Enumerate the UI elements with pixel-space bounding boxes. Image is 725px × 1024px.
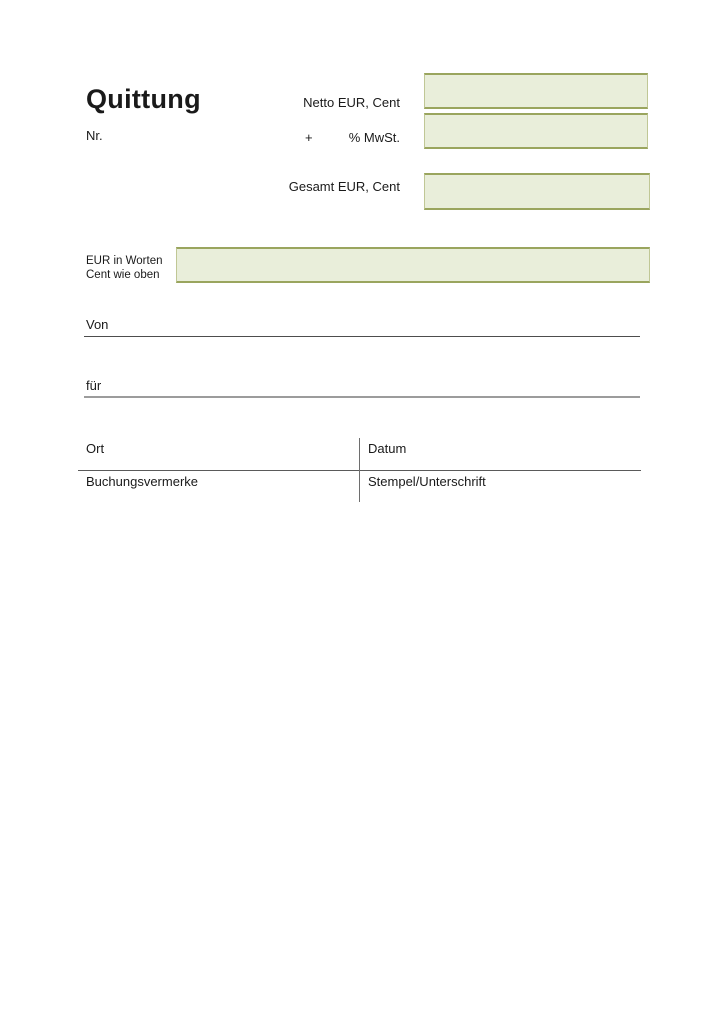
netto-amount-field[interactable] xyxy=(424,73,648,109)
netto-label: Netto EUR, Cent xyxy=(303,95,400,110)
von-label: Von xyxy=(86,317,109,332)
bottom-section-vertical-divider xyxy=(359,438,360,502)
eur-in-worten-label xyxy=(86,254,162,282)
mwst-amount-field[interactable] xyxy=(424,113,648,149)
gesamt-amount-field[interactable] xyxy=(424,173,650,210)
datum-label: Datum xyxy=(368,441,407,456)
mwst-label: % MwSt. xyxy=(348,130,400,145)
eur-in-worten-field[interactable] xyxy=(176,247,650,283)
nr-label: Nr. xyxy=(86,128,103,143)
buchungsvermerke-label: Buchungsvermerke xyxy=(86,474,198,489)
fuer-write-line[interactable] xyxy=(84,396,640,398)
ort-label: Ort xyxy=(86,441,105,456)
form-title: Quittung xyxy=(86,84,201,114)
eur-in-worten-label-line2: Cent wie oben xyxy=(86,269,160,281)
plus-sign-label: + xyxy=(305,130,313,145)
eur-in-worten-label-line1: EUR in Worten xyxy=(86,255,163,267)
stempel-unterschrift-label: Stempel/Unterschrift xyxy=(368,474,486,489)
von-write-line[interactable] xyxy=(84,336,640,337)
gesamt-label: Gesamt EUR, Cent xyxy=(288,179,400,194)
fuer-label: für xyxy=(86,378,102,393)
